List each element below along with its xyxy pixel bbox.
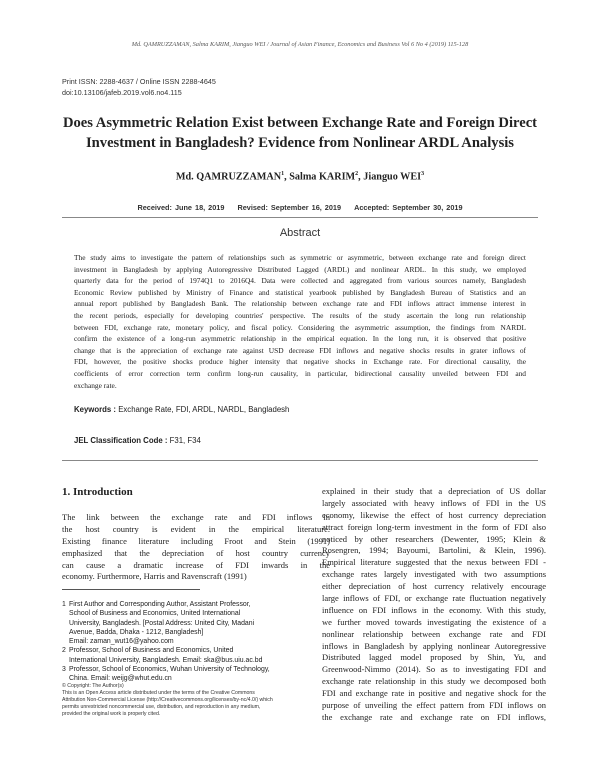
footnote-line: School of Business and Economics, United International [69,610,241,618]
footnote-line: Professor, School of Business and Economics, United [69,647,234,655]
footnote-line: Email: zaman_wut16@yahoo.com [69,638,174,646]
copyright-notice [62,683,318,718]
keywords-value: Exchange Rate, FDI, ARDL, NARDL, Bangladesh [118,405,290,414]
footnote-rule [62,589,200,590]
divider-top [62,217,538,218]
footnote-text [69,665,318,684]
section-heading-introduction: 1. Introduction [62,486,133,498]
intro-right-line: we further moved towards investigating the existence of a [322,616,546,627]
intro-left-line: Existing finance literature including Froot and Stein (1991) [62,535,330,546]
abstract-line: The study aims to investigate the pattern of relationships such as symmetric or asymmetric, between exchange rate and foreign direct [74,253,526,262]
abstract-line: between FDI, exchange rate, monetary policy, and fiscal policy. Considering the asymmetric assumption, the findings from NARDL [74,322,526,332]
abstract-body [74,252,526,391]
intro-right-line: exchange rate relationship in this study we decomposed both [322,676,546,687]
abstract-line: change that is the appreciation of exchange rate against USD decrease FDI inflows and negative shocks results in grater inflows of [74,345,526,355]
author-separator: , [284,171,290,183]
footnote-item [62,665,318,684]
footnote-line: First Author and Corresponding Author, Assistant Professor, [69,601,251,608]
copyright-line: © Copyright: The Author(s) [62,683,124,689]
copyright-line: permits unrestricted noncommercial use, distribution, and reproduction in any medium, [62,704,261,710]
abstract-line: the recent periods, especially for developing countries' perspective. The results of the study ascertain the long run relationship [74,310,526,320]
abstract-line: investment in Bangladesh by applying Autoregressive Distributed Lagged (ARDL) and nonlinear ARDL. In this study, we employed [74,264,526,274]
intro-right-line: Greenwood-Nimmo (2014). So as to investigating FDI and [322,664,546,675]
footnote-item [62,646,318,665]
author-separator: , [358,171,364,183]
copyright-line: This is an Open Access article distributed under the terms of the Creative Commons [62,690,255,696]
intro-right-line: inflows in Bangladesh by applying nonlinear Autoregressive [322,640,546,651]
abstract-line: FDI, however, the positive shocks produce higher intensity that negative shocks in Exchange rate. For directional causality, the [74,357,526,367]
intro-left-line: economy. Furthermore, Harris and Ravenscraft (1991) [62,571,247,582]
footnote-line: Avenue, Badda, Dhaka - 1212, Bangladesh] [69,628,204,636]
author-affiliation-mark: 1 [281,171,285,177]
intro-right-column [322,486,546,724]
intro-left-line: emphasized that the depreciation of host country currency [62,547,330,558]
author-name: Jianguo WEI [363,171,422,183]
intro-right-line: Empirical literature suggested that the nexus between FDI - [322,557,546,568]
accepted-date: Accepted: September 30, 2019 [354,203,463,212]
footnotes [62,600,318,684]
abstract-line: Economic Review published by Ministry of Finance and statistical yearbook published by Bangladesh Bureau of Statistics and an [74,287,526,297]
intro-right-line: Rosengren, 1994; Bayoumi, Bartolini, & Klein, 1996). [322,545,546,556]
intro-left-line: the host country is evident in the empirical literature. [62,523,330,534]
intro-right-line: attract foreign long-term investment in the form of FDI also [322,521,546,532]
footnote-item [62,600,318,646]
footnote-line: China. Email: weijg@whut.edu.cn [69,675,172,683]
title-line-2: Investment in Bangladesh? Evidence from Nonlinear ARDL Analysis [85,135,514,151]
abstract-line: annual report published by Bangladesh Bank. The relationship between exchange rate and FDI inflows attract immense interest in [74,299,526,309]
footnote-number: 3 [62,666,66,674]
title-line-1: Does Asymmetric Relation Exist between Exchange Rate and Foreign Direct [62,115,538,131]
intro-left-line: The link between the exchange rate and FDI inflows in [62,512,330,522]
running-header: Md. QAMRUZZAMAN, Salma KARIM, Jianguo WEI / Journal of Asian Finance, Economics and Business Vol 6 No 4 (2019) 115-128 [131,41,469,48]
author-affiliation-mark: 2 [355,171,359,177]
intro-left-column [62,512,330,583]
keywords-label: Keywords : [74,405,119,414]
intro-right-line: the exchange rate and exchange rate on FDI inflows, [322,711,546,722]
author-list [50,171,550,182]
article-dates [50,203,550,212]
footnote-text [69,600,318,646]
received-date: Received: June 18, 2019 [137,203,225,212]
intro-right-line: economy, likewise the effect of host currency depreciation [322,509,546,520]
abstract-line: exchange rate. [74,380,117,390]
intro-right-line: largely associated with heavy inflows of FDI in the US [322,497,546,508]
intro-right-line: nonlinear relationship between exchange rate and FDI [322,628,546,639]
author-affiliation-mark: 3 [421,171,425,177]
copyright-line: provided the original work is properly cited. [62,711,161,717]
author-name: Salma KARIM [289,171,356,183]
intro-right-line: influence on FDI inflows in the economy. With this study, [322,604,546,615]
footnote-number: 1 [62,601,66,608]
doi-line: doi:10.13106/jafeb.2019.vol6.no4.115 [62,88,182,97]
footnote-text [69,646,318,665]
intro-right-line: large inflows of FDI, or exchange rate fluctuation negatively [322,593,546,604]
jel-value: F31, F34 [169,436,201,445]
abstract-line: confirm the existence of a long-run asymmetric relationship in the empirical equation. In the long run, it is observed that positive [74,334,526,344]
divider-bottom [62,460,538,461]
footnote-line: Professor, School of Economics, Wuhan University of Technology, [69,666,270,674]
author-name: Md. QAMRUZZAMAN [175,171,282,183]
issn-line: Print ISSN: 2288-4637 / Online ISSN 2288-4645 [62,77,216,86]
intro-right-line: either depreciation of host currency relatively encourage [322,581,546,592]
intro-right-line: exchange rates largely investigated with two assumptions [322,569,546,580]
abstract-line: quarterly data for the period of 1974Q1 to 2016Q4. Data were collected and aggregated from various sources namely, Bangladesh [74,276,526,286]
jel-label: JEL Classification Code : [74,436,170,445]
copyright-line: Attribution Non-Commercial License (http://Creativecommons.org/licenses/by-nc/4.0/) which [62,697,273,703]
keywords-line [74,405,289,414]
revised-date: Revised: September 16, 2019 [237,203,342,212]
intro-right-line: noticed by other researchers (Dewenter, 1995; Klein & [322,533,546,544]
footnote-number: 2 [62,647,66,655]
intro-right-line: FDI and exchange rate in positive and negative shock for the [322,688,546,699]
intro-right-line: explained in their study that a depreciation of US dollar [322,486,546,496]
abstract-heading: Abstract [279,227,321,239]
footnote-line: University, Bangladesh. [Postal Address: United City, Madani [69,619,255,627]
abstract-line: coefficients of error correction term confirm long-run causality, in particular, bidirectional causality unveiled between FDI and [74,368,526,378]
jel-line [74,436,201,445]
intro-right-line: purpose of unveiling the effect pattern from FDI inflows on [322,700,546,711]
intro-left-line: can cause a dramatic increase of FDI inwards in the [62,559,330,570]
paper-title [50,113,550,153]
intro-right-line: Distributed lagged model proposed by Shin, Yu, and [322,652,546,663]
footnote-line: International University, Bangladesh. Email: ska@bus.uiu.ac.bd [69,656,263,664]
